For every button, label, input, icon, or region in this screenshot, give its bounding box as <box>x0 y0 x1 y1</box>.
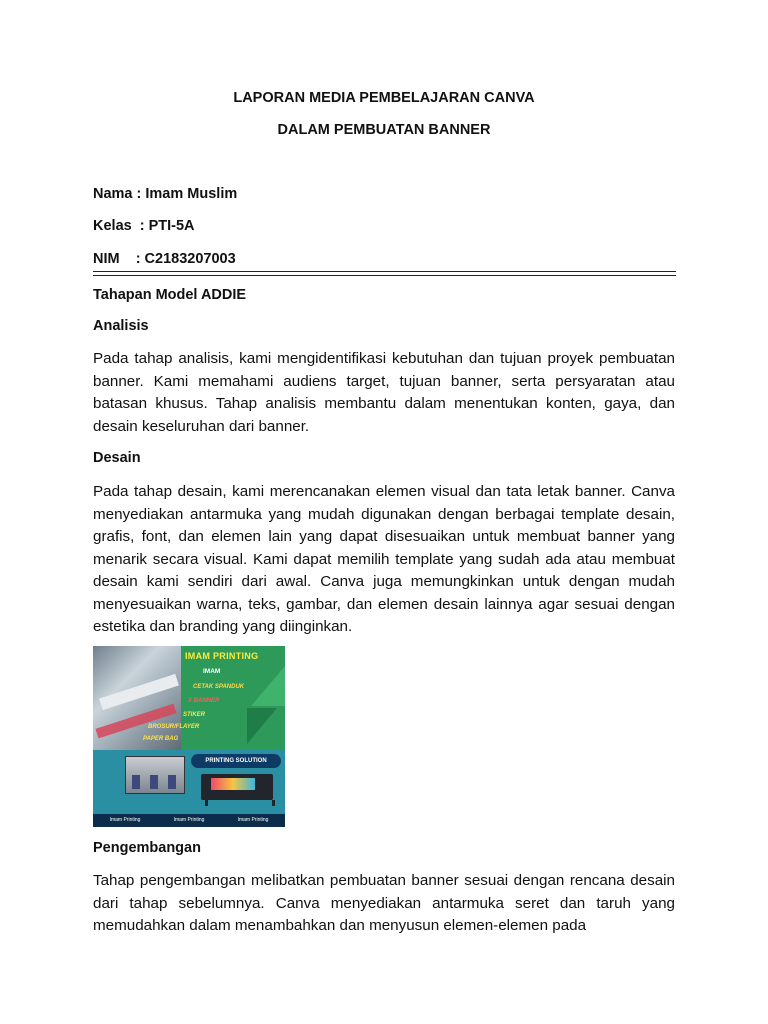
report-title-line2: DALAM PEMBUATAN BANNER <box>277 122 491 138</box>
divider-line-bottom <box>93 275 676 276</box>
paragraph-desain: Pada tahap desain, kami merencanakan elemen visual dan tata letak banner. Canva menyediakan antarmuka yang mudah digunakan dengan berbagai template desain, grafis, font, dan elemen lain yang dapat disesuaikan untuk membuat banner yang menarik secara visual. Kami dapat memilih template yang sudah ada atau membuat desain kami sendiri dari awal. Canva juga memungkinkan untuk dengan mudah menyesuaikan warna, teks, gambar, dan elemen desain lainnya agar sesuai dengan estetika dan branding yang diinginkan. <box>93 483 675 635</box>
banner-footer-item: Imam Printing <box>173 817 205 823</box>
shop-person <box>150 775 158 789</box>
heading-analisis: Analisis <box>93 318 149 334</box>
section-title: Tahapan Model ADDIE <box>93 287 247 303</box>
banner-service: STIKER <box>183 712 206 718</box>
paragraph-analisis: Pada tahap analisis, kami mengidentifikasi kebutuhan dan tujuan proyek pembuatan banner. Kami memahami audiens target, tujuan banner, serta persyaratan atau batasan khusus. Tahap analisis membantu dalam menentukan konten, gaya, dan desain keseluruhan dari banner. <box>93 350 675 435</box>
banner-shop-photo <box>125 756 185 794</box>
banner-service: CETAK SPANDUK <box>193 684 245 690</box>
divider-line-top <box>93 271 676 272</box>
banner-image <box>93 646 285 827</box>
banner-service: BROSUR/FLAYER <box>148 724 200 730</box>
heading-pengembangan: Pengembangan <box>93 840 201 856</box>
banner-footer <box>93 814 285 827</box>
student-nim: NIM : C2183207003 <box>93 251 236 267</box>
banner-solution-pill: PRINTING SOLUTION <box>191 754 281 768</box>
printer-print <box>211 778 255 790</box>
banner-tagline: IMAM <box>203 668 221 675</box>
banner-footer-item: Imam Printing <box>237 817 269 823</box>
banner-service: PAPER BAG <box>143 736 179 742</box>
report-title-line1: LAPORAN MEDIA PEMBELAJARAN CANVA <box>233 90 535 106</box>
paragraph-pengembangan: Tahap pengembangan melibatkan pembuatan banner sesuai dengan rencana desain dari tahap sebelumnya. Canva menyediakan antarmuka seret dan taruh yang memudahkan dalam menambahkan dan menyusun elemen-elemen pada <box>93 872 675 934</box>
banner-shape <box>251 666 285 706</box>
heading-desain: Desain <box>93 450 141 466</box>
banner-green-panel <box>181 646 285 764</box>
student-class: Kelas : PTI-5A <box>93 218 195 234</box>
shop-person <box>132 775 140 789</box>
banner-shape <box>247 708 277 744</box>
shop-person <box>168 775 176 789</box>
printer-icon <box>201 774 273 800</box>
banner-brand: IMAM PRINTING <box>185 651 259 661</box>
student-name: Nama : Imam Muslim <box>93 186 238 202</box>
banner-service: X BANNER <box>188 698 220 704</box>
printer-stand <box>205 800 275 806</box>
banner-footer-item: Imam Printing <box>109 817 141 823</box>
